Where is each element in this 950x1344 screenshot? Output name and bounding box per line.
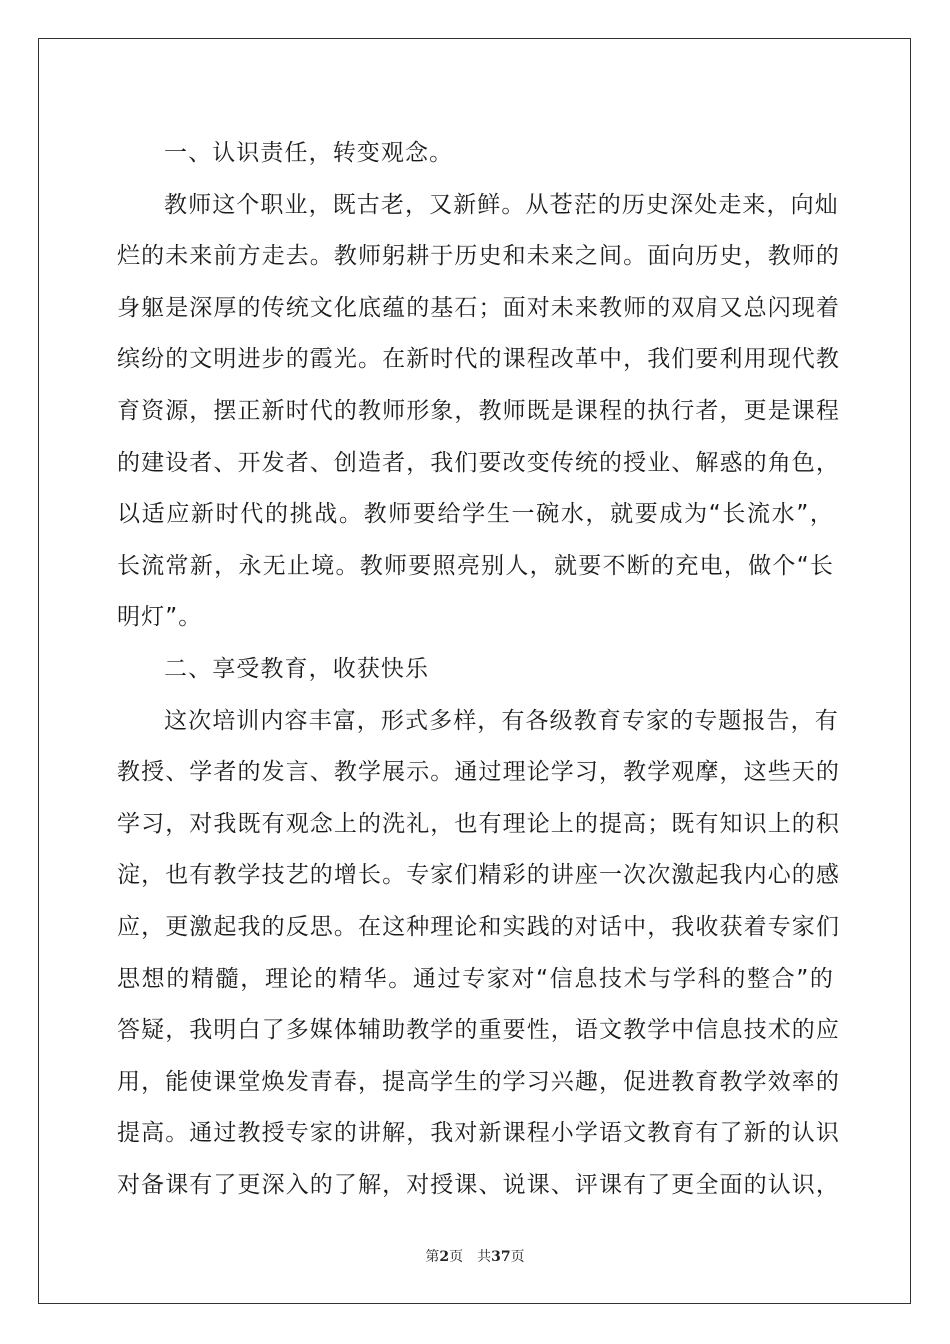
page-suffix: 页 bbox=[449, 1249, 464, 1265]
paragraph-line: 教师这个职业，既古老，又新鲜。从苍茫的历史深处走来，向灿 bbox=[164, 191, 839, 218]
page-prefix: 第 bbox=[425, 1249, 440, 1265]
paragraph-line: 提高。通过教授专家的讲解，我对新课程小学语文教育有了新的认识 bbox=[117, 1120, 840, 1147]
paragraph-line: 答疑，我明白了多媒体辅助教学的重要性，语文教学中信息技术的应 bbox=[117, 1017, 840, 1044]
paragraph-line: 这次培训内容丰富，形式多样，有各级教育专家的专题报告，有 bbox=[164, 707, 839, 734]
total-suffix: 页 bbox=[510, 1249, 525, 1265]
paragraph-line: 明灯”。 bbox=[117, 604, 203, 631]
paragraph-line: 教授、学者的发言、教学展示。通过理论学习，教学观摩，这些天的 bbox=[117, 759, 840, 786]
page-number: 2 bbox=[439, 1249, 450, 1265]
heading-1: 一、认识责任，转变观念。 bbox=[164, 140, 454, 166]
paragraph-line: 以适应新时代的挑战。教师要给学生一碗水，就要成为“长流水”， bbox=[117, 501, 834, 528]
paragraph-line: 的建设者、开发者、创造者，我们要改变传统的授业、解惑的角色， bbox=[117, 449, 840, 476]
paragraph-line: 长流常新，永无止境。教师要照亮别人，就要不断的充电，做个“长 bbox=[117, 552, 834, 579]
heading-2: 二、享受教育，收获快乐 bbox=[164, 655, 430, 682]
paragraph-line: 育资源，摆正新时代的教师形象，教师既是课程的执行者，更是课程 bbox=[117, 397, 840, 424]
total-prefix: 共 bbox=[477, 1249, 492, 1265]
paragraph-line: 应，更激起我的反思。在这种理论和实践的对话中，我收获着专家们 bbox=[117, 913, 840, 940]
total-pages: 37 bbox=[491, 1249, 511, 1265]
paragraph-line: 学习，对我既有观念上的洗礼，也有理论上的提高；既有知识上的积 bbox=[117, 810, 840, 837]
page-footer bbox=[0, 1246, 950, 1266]
paragraph-line: 用，能使课堂焕发青春，提高学生的学习兴趣，促进教育教学效率的 bbox=[117, 1068, 840, 1095]
paragraph-line: 烂的未来前方走去。教师躬耕于历史和未来之间。面向历史，教师的 bbox=[117, 243, 840, 270]
paragraph-line: 思想的精髓，理论的精华。通过专家对“信息技术与学科的整合”的 bbox=[117, 965, 834, 992]
paragraph-line: 对备课有了更深入的了解，对授课、说课、评课有了更全面的认识， bbox=[117, 1171, 840, 1198]
paragraph-line: 淀，也有教学技艺的增长。专家们精彩的讲座一次次激起我内心的感 bbox=[117, 862, 840, 889]
document-body bbox=[117, 128, 840, 1211]
paragraph-line: 身躯是深厚的传统文化底蕴的基石；面对未来教师的双肩又总闪现着 bbox=[117, 294, 840, 321]
paragraph-line: 缤纷的文明进步的霞光。在新时代的课程改革中，我们要利用现代教 bbox=[117, 346, 840, 373]
